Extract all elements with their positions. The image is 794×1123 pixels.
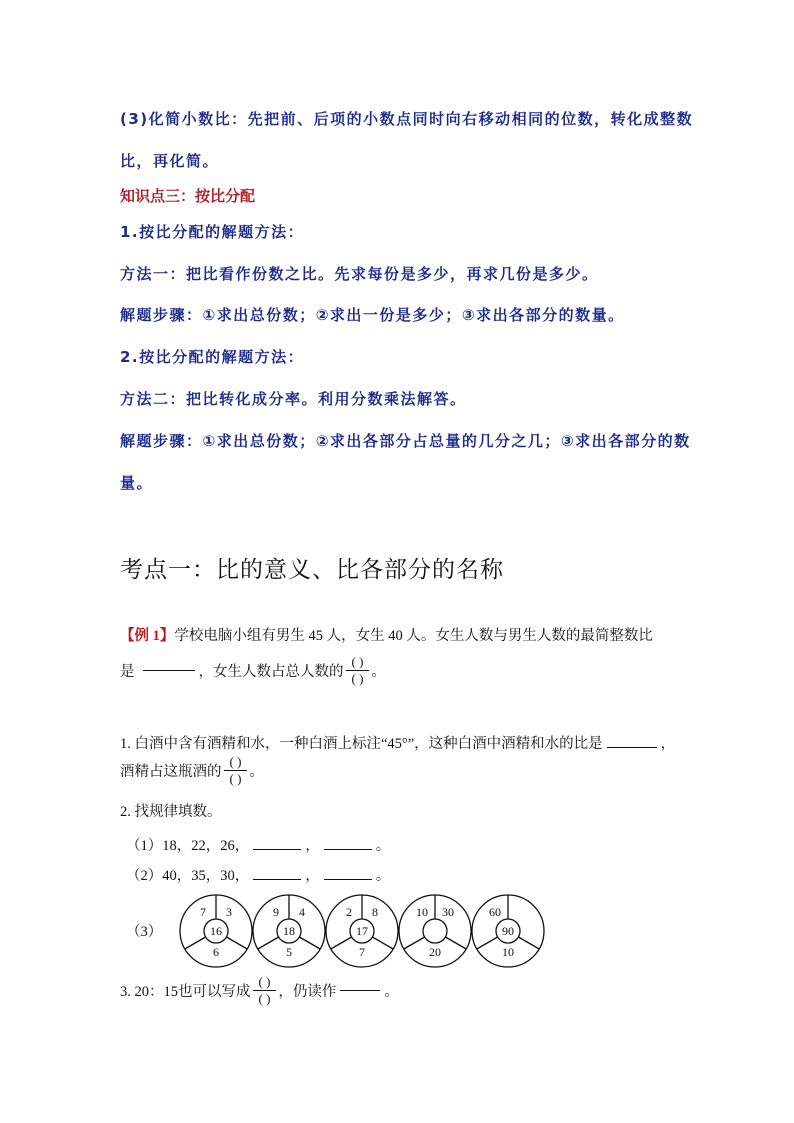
example1-b-end: 。 <box>371 663 386 680</box>
wheel-bottom-number: 7 <box>359 944 365 959</box>
q3-mid: ，仍读作 <box>278 983 337 1000</box>
wheel-right-number: 3 <box>226 904 232 919</box>
wheel-divider <box>404 937 425 949</box>
q3-end: 。 <box>384 983 399 1000</box>
wheel-5 <box>472 895 544 967</box>
q2-2-text: （2）40，35，30， <box>126 868 250 884</box>
fraction-numerator: ( ) <box>258 973 271 989</box>
knowledge-line-3b: 比，再化简。 <box>120 152 220 170</box>
example1-b-pre: 是 <box>120 663 135 680</box>
wheel-divider <box>185 937 206 949</box>
fraction-blank[interactable] <box>253 975 277 1006</box>
example1-text: 学校电脑小组有男生 45 人，女生 40 人。女生人数与男生人数的最简整数比 <box>174 628 653 644</box>
q2-1-text: （1）18，22，26， <box>126 838 250 854</box>
answer-blank[interactable] <box>253 848 301 850</box>
example1-b-mid: ，女生人数占总人数的 <box>198 663 344 680</box>
wheel-divider <box>226 937 247 949</box>
wheel-divider <box>372 937 393 949</box>
q1-b-end: 。 <box>249 763 264 780</box>
wheel-figure <box>178 893 548 969</box>
wheel-3 <box>326 895 398 967</box>
example1-line-b <box>120 652 386 688</box>
wheel-divider <box>445 937 466 949</box>
q3-line <box>120 972 399 1008</box>
section3-title: 知识点三：按比分配 <box>120 187 256 205</box>
q2-3-label: （3） <box>126 924 163 940</box>
method2-steps-b: 量。 <box>120 474 154 492</box>
wheel-left-number: 60 <box>489 904 501 919</box>
method1-desc: 方法一：把比看作份数之比。先求每份是多少，再求几份是多少。 <box>120 265 599 283</box>
wheel-divider <box>331 937 352 949</box>
comma: ， <box>305 868 320 884</box>
wheel-bottom-number: 6 <box>213 944 219 959</box>
wheel-bottom-number: 10 <box>502 944 514 959</box>
wheel-bottom-number: 5 <box>286 944 292 959</box>
fraction-blank[interactable] <box>346 655 370 686</box>
answer-blank[interactable] <box>607 746 657 748</box>
fraction-blank[interactable] <box>224 755 248 786</box>
wheel-divider <box>477 937 498 949</box>
wheel-center-number: 90 <box>502 923 514 938</box>
wheel-diagram <box>178 893 548 969</box>
wheel-divider <box>518 937 539 949</box>
method2-title: 2.按比分配的解题方法： <box>120 348 305 366</box>
wheel-left-number: 9 <box>273 904 279 919</box>
comma: ， <box>305 838 320 854</box>
answer-blank[interactable] <box>143 669 195 671</box>
q2-title: 2. 找规律填数。 <box>120 804 222 820</box>
method1-steps: 解题步骤：①求出总份数；②求出一份是多少；③求出各部分的数量。 <box>120 306 625 324</box>
wheel-divider <box>299 937 320 949</box>
method2-desc: 方法二：把比转化成分率。利用分数乘法解答。 <box>120 390 467 408</box>
fraction-denominator: ( ) <box>258 990 271 1006</box>
wheel-2 <box>253 895 325 967</box>
example1-line-a <box>120 624 653 645</box>
wheel-right-number: 30 <box>442 904 454 919</box>
period: 。 <box>375 868 391 884</box>
fraction-numerator: ( ) <box>229 753 242 769</box>
q1-b-text: 酒精占这瓶酒的 <box>120 763 222 780</box>
wheel-left-number: 2 <box>346 904 352 919</box>
wheel-right-number: 4 <box>299 904 305 919</box>
wheel-right-number: 8 <box>372 904 378 919</box>
answer-blank[interactable] <box>324 878 372 880</box>
wheel-left-number: 10 <box>416 904 428 919</box>
wheel-center-number: 17 <box>356 923 368 938</box>
answer-blank[interactable] <box>253 878 301 880</box>
fraction-denominator: ( ) <box>351 670 364 686</box>
fraction-numerator: ( ) <box>351 653 364 669</box>
wheel-center-number: 16 <box>210 923 222 938</box>
wheel-4 <box>399 895 471 967</box>
wheel-bottom-number: 20 <box>429 944 441 959</box>
period: 。 <box>375 838 391 854</box>
method1-title: 1.按比分配的解题方法： <box>120 223 305 241</box>
method2-steps-a: 解题步骤：①求出总份数；②求出各部分占总量的几分之几；③求出各部分的数 <box>120 432 691 450</box>
exam-heading: 考点一：比的意义、比各部分的名称 <box>120 557 504 583</box>
example-tag: 【例 1】 <box>120 628 175 644</box>
wheel-1 <box>180 895 252 967</box>
wheel-divider <box>258 937 279 949</box>
wheel-center-number: 18 <box>283 923 295 938</box>
answer-blank[interactable] <box>324 848 372 850</box>
knowledge-line-3a: (3)化简小数比：先把前、后项的小数点同时向右移动相同的位数，转化成整数 <box>120 110 694 128</box>
q2-2-line <box>126 864 390 885</box>
q1-line-a <box>120 732 675 753</box>
q1-a-text: 1. 白酒中含有酒精和水，一种白酒上标注“45°”，这种白酒中酒精和水的比是 <box>120 736 603 752</box>
q1-line-b <box>120 752 264 788</box>
answer-blank[interactable] <box>340 989 380 991</box>
q3-text: 3. 20：15也可以写成 <box>120 983 251 1000</box>
wheel-inner-circle <box>423 919 447 943</box>
wheel-left-number: 7 <box>200 904 206 919</box>
fraction-denominator: ( ) <box>229 770 242 786</box>
q1-a-end: ， <box>660 736 676 752</box>
q2-1-line <box>126 834 390 855</box>
